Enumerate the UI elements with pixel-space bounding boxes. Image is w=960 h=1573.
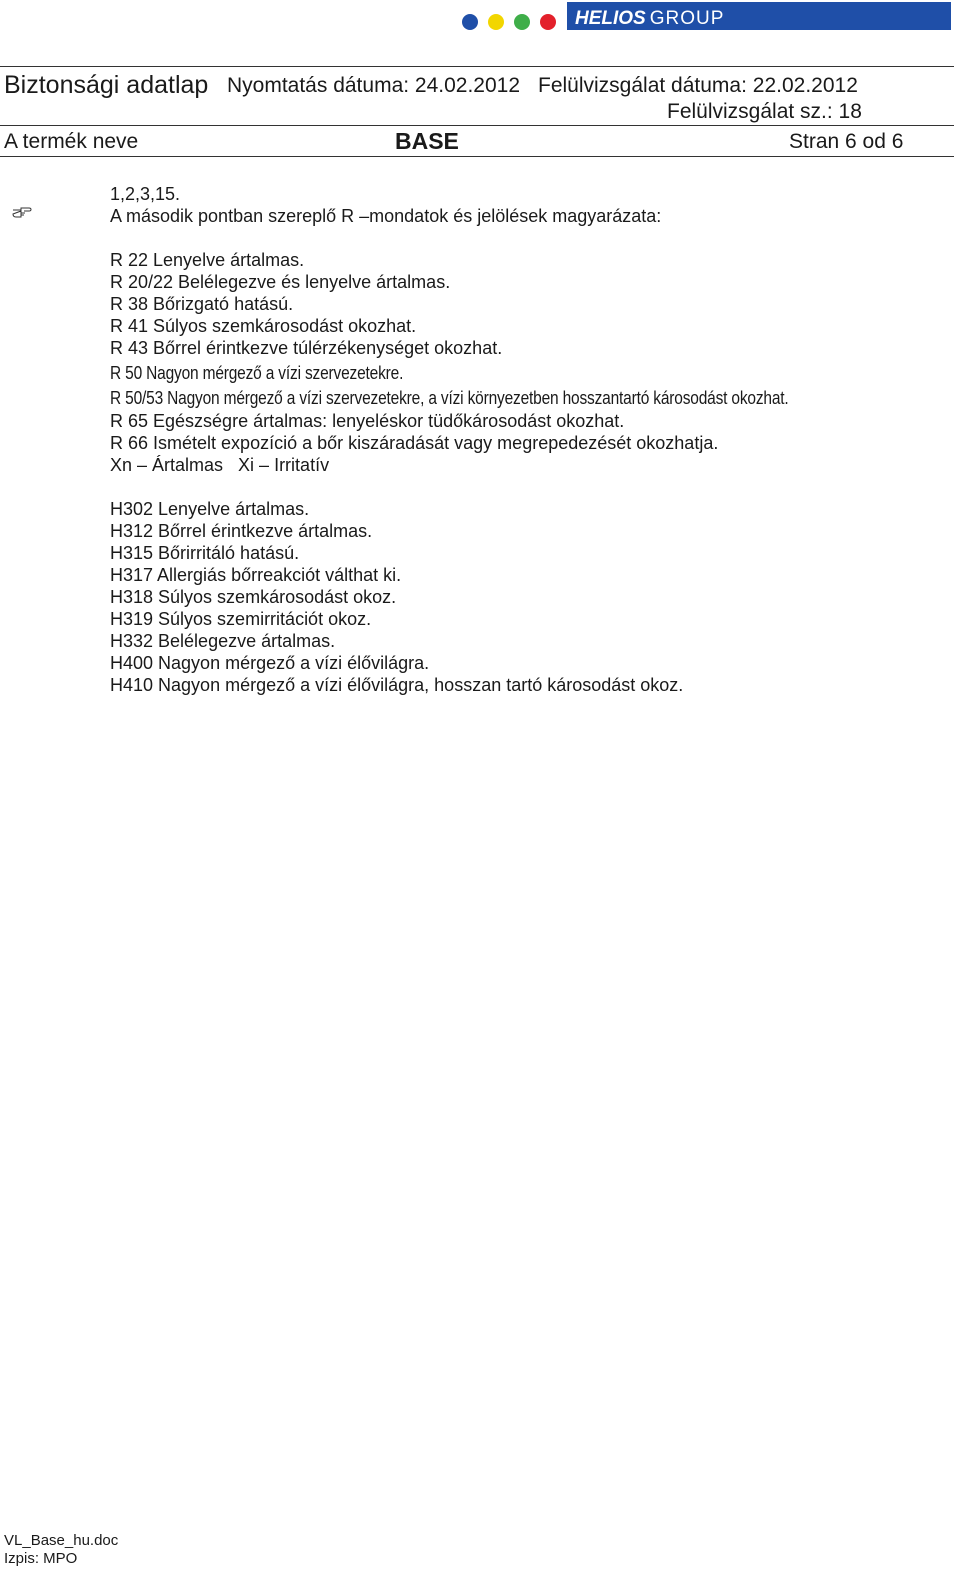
r-phrase-50-53 — [110, 387, 899, 409]
logo-dot-yellow — [488, 14, 504, 30]
note-heading: A második pontban szereplő R –mondatok és jelölések magyarázata: — [110, 206, 662, 226]
review-date: Felülvizsgálat dátuma: 22.02.2012 — [538, 74, 858, 97]
print-date: Nyomtatás dátuma: 24.02.2012 — [227, 74, 521, 97]
product-label: A termék neve — [4, 130, 139, 153]
h-phrase-317: H317 Allergiás bőrreakciót válthat ki. — [110, 565, 402, 585]
page-number: Stran 6 od 6 — [789, 130, 904, 153]
logo-wordmark — [575, 7, 724, 31]
h-phrase-410: H410 Nagyon mérgező a vízi élővilágra, hosszan tartó károsodást okoz. — [110, 675, 684, 695]
header-bottom-rule — [0, 156, 954, 157]
r-phrase-50-53-text: R 50/53 Nagyon mérgező a vízi szervezetekre, a vízi környezetben hosszantartó károsodást okozhat. — [110, 388, 789, 408]
logo-dot-blue — [462, 14, 478, 30]
h-phrase-312: H312 Bőrrel érintkezve ártalmas. — [110, 521, 373, 541]
logo-banner — [567, 2, 951, 30]
r-phrase-41: R 41 Súlyos szemkárosodást okozhat. — [110, 316, 417, 336]
logo-brand-light: GROUP — [649, 8, 725, 29]
header-top-rule — [0, 66, 954, 67]
footer-file-name: VL_Base_hu.doc — [4, 1532, 119, 1549]
product-name: BASE — [395, 128, 459, 154]
h-phrase-318: H318 Súlyos szemkárosodást okoz. — [110, 587, 397, 607]
company-logo — [460, 2, 952, 32]
logo-dot-green — [514, 14, 530, 30]
r-phrase-66: R 66 Ismételt expozíció a bőr kiszáradását vagy megrepedezését okozhatja. — [110, 433, 719, 453]
r-phrase-65: R 65 Egészségre ártalmas: lenyeléskor tüdőkárosodást okozhat. — [110, 411, 625, 431]
pointing-hand-icon — [12, 205, 32, 219]
review-number: Felülvizsgálat sz.: 18 — [667, 100, 862, 123]
header-middle-rule — [0, 125, 954, 126]
h-phrase-332: H332 Belélegezve ártalmas. — [110, 631, 336, 651]
r-phrase-50-text: R 50 Nagyon mérgező a vízi szervezetekre. — [110, 363, 404, 383]
h-phrase-319: H319 Súlyos szemirritációt okoz. — [110, 609, 372, 629]
hazard-symbols: Xn – Ártalmas Xi – Irritatív — [110, 455, 330, 475]
document-title: Biztonsági adatlap — [4, 71, 209, 99]
continued-line: 1,2,3,15. — [110, 184, 181, 204]
r-phrase-50 — [110, 362, 451, 384]
r-phrase-38: R 38 Bőrizgató hatású. — [110, 294, 294, 314]
footer-printed-by: Izpis: MPO — [4, 1550, 78, 1567]
h-phrase-400: H400 Nagyon mérgező a vízi élővilágra. — [110, 653, 430, 673]
h-phrase-302: H302 Lenyelve ártalmas. — [110, 499, 310, 519]
r-phrase-22: R 22 Lenyelve ártalmas. — [110, 250, 305, 270]
h-phrase-315: H315 Bőrirritáló hatású. — [110, 543, 300, 563]
r-phrase-43: R 43 Bőrrel érintkezve túlérzékenységet okozhat. — [110, 338, 503, 358]
logo-brand-bold: HELIOS — [575, 8, 646, 29]
logo-dot-red — [540, 14, 556, 30]
r-phrase-20-22: R 20/22 Belélegezve és lenyelve ártalmas. — [110, 272, 451, 292]
